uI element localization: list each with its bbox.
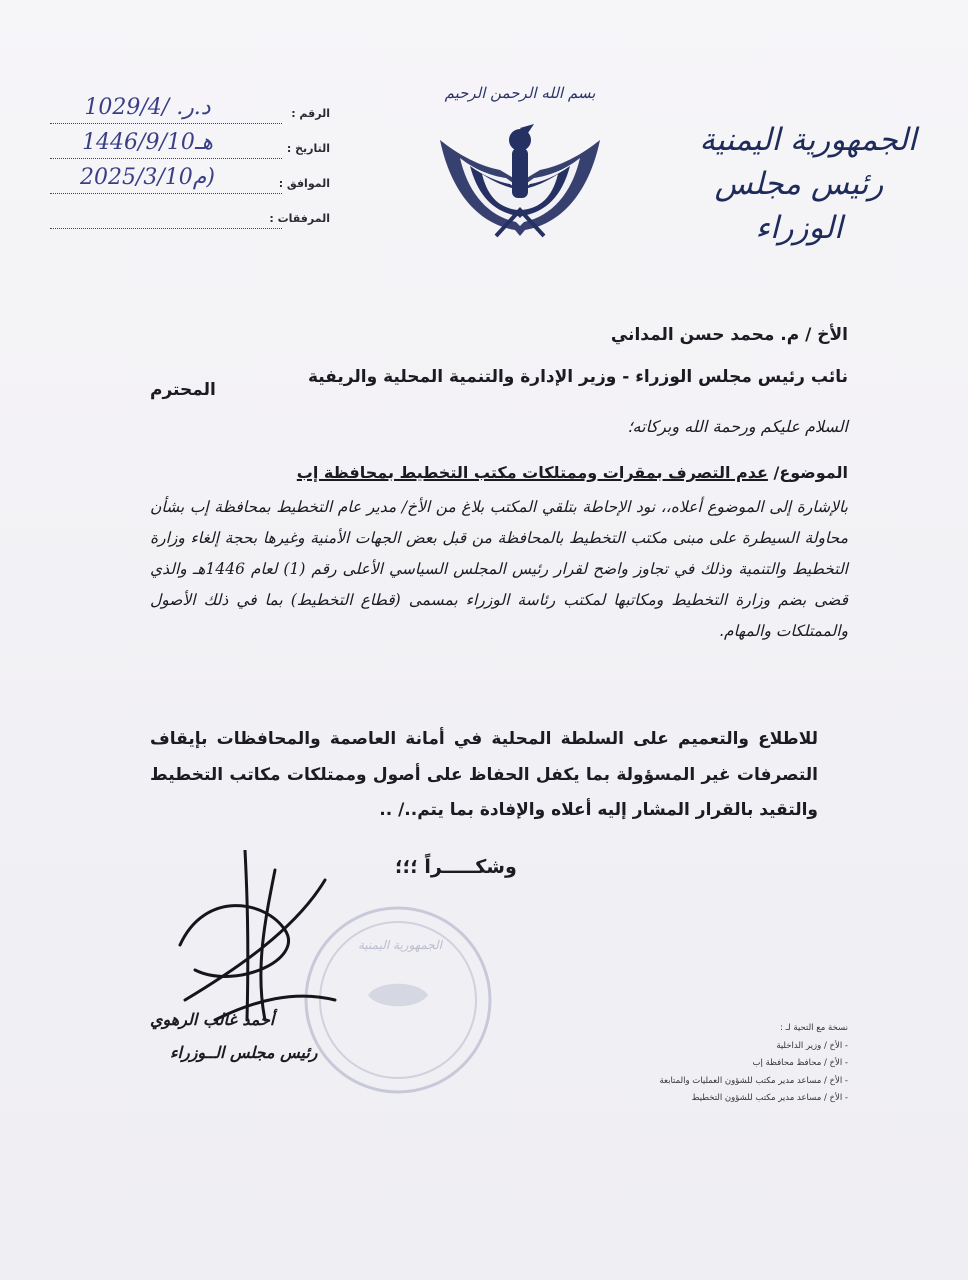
addressee-title: نائب رئيس مجلس الوزراء - وزير الإدارة والتنمية المحلية والريفية bbox=[307, 367, 848, 387]
office-name: رئيس مجلس الوزراء bbox=[714, 166, 884, 246]
republic-name: الجمهورية اليمنية bbox=[699, 122, 917, 158]
basmala: بسم الله الرحمن الرحيم bbox=[444, 84, 596, 102]
letterhead-authority bbox=[693, 118, 923, 250]
attachments-row bbox=[40, 200, 330, 235]
body-paragraph-2: للاطلاع والتعميم على السلطة المحلية في أمانة العاصمة والمحافظات بإيقاف التصرفات غير المسؤولة بما يكفل الحفاظ على أصول وممتلكات مكاتب التخطيط والتقيد بالقرار المشار إليه أعلاه والإفادة بما يتم../ .. bbox=[150, 729, 818, 820]
cc-item: - الأخ / وزير الداخلية bbox=[608, 1038, 848, 1056]
date-row bbox=[40, 130, 330, 165]
cc-list bbox=[608, 1020, 848, 1108]
subject-label: الموضوع/ bbox=[773, 463, 848, 482]
cc-item: - الأخ / محافظ محافظة إب bbox=[608, 1055, 848, 1073]
ref-number-value: 1029/4/ .د.ر bbox=[84, 95, 211, 120]
subject-text: عدم التصرف بمقرات وممتلكات مكتب التخطيط بمحافظة إب bbox=[296, 463, 768, 482]
date-label: التاريخ : bbox=[286, 142, 330, 155]
cc-heading: نسخة مع التحية لـ : bbox=[780, 1023, 848, 1033]
equivalent-label: الموافق : bbox=[278, 177, 330, 190]
thanks-line: وشكـــــراً ؛؛؛ bbox=[395, 856, 517, 878]
respected-label: المحترم bbox=[150, 380, 216, 400]
ref-number-row bbox=[40, 95, 330, 130]
ref-number-label: الرقم : bbox=[291, 107, 330, 120]
dotted-line bbox=[50, 193, 282, 194]
greeting: السلام عليكم ورحمة الله وبركاته؛ bbox=[627, 417, 848, 436]
subject-line bbox=[297, 463, 848, 482]
cc-item: - الأخ / مساعد مدير مكتب للشؤون العمليات والمتابعة bbox=[608, 1073, 848, 1091]
eagle-emblem-icon bbox=[430, 118, 610, 243]
addressee-name: الأخ / م. محمد حسن المداني bbox=[610, 325, 848, 345]
date-value: 1446/9/10هـ bbox=[82, 130, 213, 155]
attachments-label: المرفقات : bbox=[269, 212, 330, 225]
equivalent-row bbox=[40, 165, 330, 200]
signer-name: أحمد غالب الرهوي bbox=[150, 1010, 275, 1029]
signer-title: رئيس مجلس الــوزراء bbox=[170, 1043, 318, 1062]
dotted-line bbox=[50, 123, 282, 124]
handwritten-signature-icon bbox=[175, 850, 345, 1030]
equivalent-value: 2025/3/10م) bbox=[79, 165, 216, 190]
stamp-text: الجمهورية اليمنية bbox=[357, 938, 442, 952]
body-paragraph-1: بالإشارة إلى الموضوع أعلاه،، نود الإحاطة بتلقي المكتب بلاغ من الأخ/ مدير عام التخطيط بمحافظة إب بشأن محاولة السيطرة على مبنى مكتب التخطيط بالمحافظة من قبل بعض الجهات الأمنية وغيرها بحجة إلغاء وزارة التخطيط والتنمية وذلك في تجاوز واضح لقرار رئيس المجلس السياسي الأعلى رقم (1) لعام 1446هـ والذي قضى بضم وزارة التخطيط ومكاتبها لمكتب رئاسة الوزراء بمسمى (قطاع التخطيط) بما في ذلك الأصول والممتلكات والمهام. bbox=[150, 498, 848, 640]
reference-block bbox=[40, 95, 330, 235]
cc-item: - الأخ / مساعد مدير مكتب للشؤون التخطيط bbox=[608, 1090, 848, 1108]
dotted-line bbox=[50, 228, 282, 229]
dotted-line bbox=[50, 158, 282, 159]
